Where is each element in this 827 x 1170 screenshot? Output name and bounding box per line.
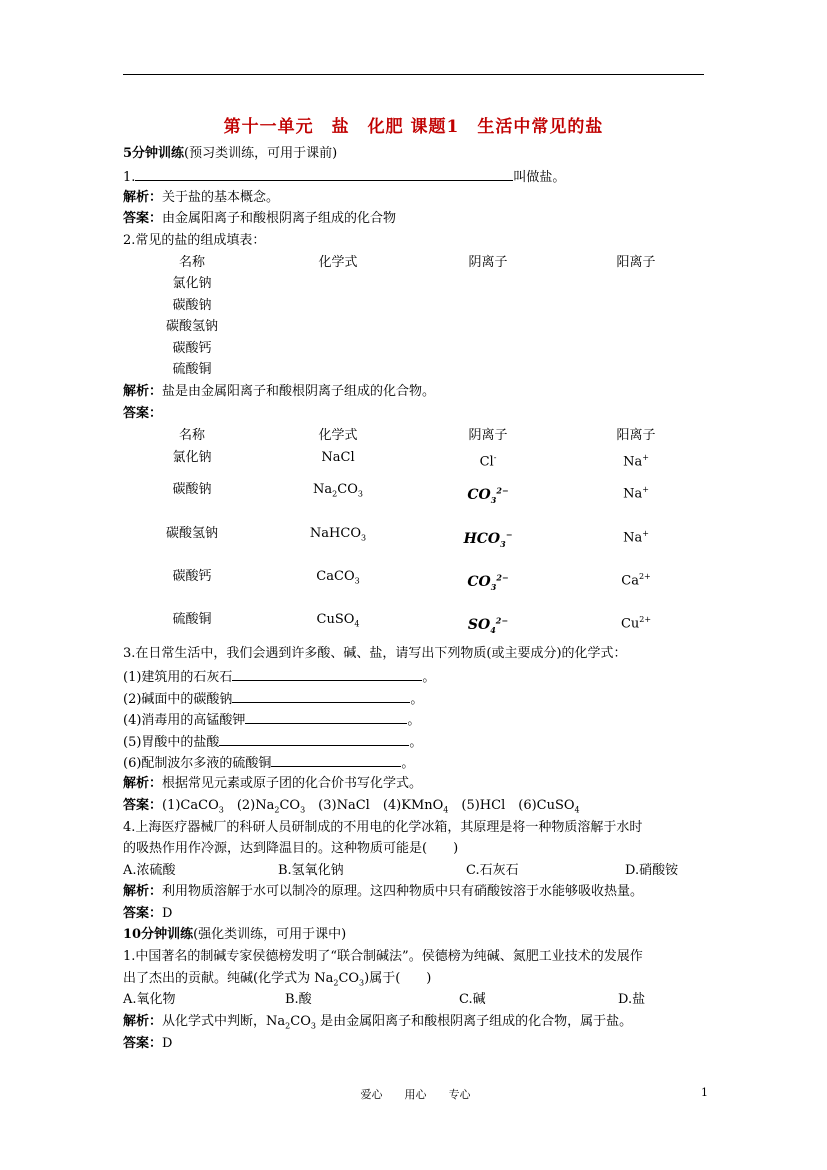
question-2: 2.常见的盐的组成填表：: [123, 233, 266, 248]
cation-cell: Na+: [623, 485, 649, 502]
analysis-line: 解析：关于盐的基本概念。: [123, 190, 280, 205]
cation-cell: Na+: [623, 529, 649, 546]
page-title: 第十一单元 盐 化肥 课题1 生活中常见的盐: [223, 117, 604, 137]
answer-blank[interactable]: [245, 710, 407, 724]
table-cell: 硫酸铜: [172, 362, 212, 377]
formula-cell: CuSO$_4$: [316, 612, 360, 629]
anion-cell: $CO_3^{2-}$: [467, 485, 509, 505]
table-cell: 碳酸氢钠: [165, 526, 218, 541]
table-header: 阳离子: [616, 255, 656, 270]
answer-blank[interactable]: [232, 667, 422, 681]
answer-line: 答案：D: [123, 906, 173, 921]
table-cell: 碳酸钠: [172, 298, 212, 313]
header-rule: [123, 74, 704, 75]
fill-item: (2)碱面中的碳酸钠 。: [123, 689, 708, 709]
formula-cell: CaCO$_3$: [316, 569, 360, 586]
formula-cell: $Na_2CO_3$: [313, 482, 363, 499]
anion-cell: $SO_4^{2-}$: [467, 615, 509, 635]
analysis-line: 解析：从化学式中判断，$Na_2CO_3$ 是由金属阳离子和酸根阴离子组成的化合物，属于盐。: [123, 1014, 633, 1031]
cation-cell: $Ca^{2+}$: [621, 572, 651, 589]
section-heading: 10分钟训练(强化类训练，可用于课中): [123, 927, 347, 942]
analysis-line: 解析：根据常见元素或原子团的化合价书写化学式。: [123, 776, 423, 791]
question-5-cont: 出了杰出的贡献。纯碱(化学式为 $Na_2CO_3$)属于( ): [123, 971, 432, 988]
table-header: 阴离子: [468, 255, 508, 270]
question-4-cont: 的吸热作用作冷源，达到降温目的。这种物质可能是( ): [123, 841, 459, 856]
fill-item: (4)消毒用的高锰酸钾 。: [123, 710, 708, 730]
option-d[interactable]: D.硝酸铵: [625, 863, 679, 878]
answer-blank[interactable]: [219, 732, 409, 746]
table-header: 名称: [178, 428, 205, 443]
question-1: 1. 叫做盐。: [123, 167, 708, 187]
table-cell: 碳酸钙: [172, 569, 212, 584]
option-b[interactable]: B.氢氧化钠: [278, 863, 344, 878]
table-header: 阴离子: [468, 428, 508, 443]
question-3: 3.在日常生活中，我们会遇到许多酸、碱、盐，请写出下列物质(或主要成分)的化学式：: [123, 646, 627, 661]
option-c[interactable]: C.碱: [459, 992, 486, 1007]
question-4: 4.上海医疗器械厂的科研人员研制成的不用电的化学冰箱，其原理是将一种物质溶解于水时: [123, 820, 643, 835]
option-a[interactable]: A.氧化物: [123, 992, 176, 1007]
answer-line: 答案：: [123, 406, 163, 421]
table-header: 阳离子: [616, 428, 656, 443]
table-cell: 氯化钠: [172, 450, 212, 465]
answer-line: 答案：由金属阳离子和酸根阴离子组成的化合物: [123, 211, 397, 226]
anion-cell: Cl-: [479, 453, 497, 470]
formula-cell: NaCl: [321, 450, 355, 465]
table-header: 化学式: [318, 255, 358, 270]
answer-line: 答案：(1)CaCO$_3$ $(2)Na_2CO_3$ (3)NaCl (4)KMnO$_4$ (5)HCl (6)CuSO$_4$: [123, 798, 580, 815]
table-cell: 碳酸钙: [172, 341, 212, 356]
answer-line: 答案：D: [123, 1036, 173, 1051]
answer-blank[interactable]: [271, 753, 401, 767]
anion-cell: $CO_3^{2-}$: [467, 572, 509, 592]
table-cell: 氯化钠: [172, 276, 212, 291]
table-cell: 碳酸钠: [172, 482, 212, 497]
fill-item: (6)配制波尔多液的硫酸铜 。: [123, 753, 708, 773]
answer-blank[interactable]: [135, 167, 513, 181]
table-cell: 碳酸氢钠: [165, 319, 218, 334]
table-header: 化学式: [318, 428, 358, 443]
fill-item: (1)建筑用的石灰石 。: [123, 667, 708, 687]
page-number: 1: [701, 1086, 708, 1099]
cation-cell: Na+: [623, 453, 649, 470]
section-heading: 5分钟训练(预习类训练，可用于课前): [123, 146, 338, 161]
formula-cell: NaHCO$_3$: [309, 526, 367, 543]
fill-item: (5)胃酸中的盐酸 。: [123, 732, 708, 752]
option-d[interactable]: D.盐: [618, 992, 646, 1007]
option-c[interactable]: C.石灰石: [466, 863, 519, 878]
option-b[interactable]: B.酸: [285, 992, 312, 1007]
option-a[interactable]: A.浓硫酸: [123, 863, 176, 878]
cation-cell: $Cu^{2+}$: [620, 615, 652, 632]
analysis-line: 解析：利用物质溶解于水可以制冷的原理。这四种物质中只有硝酸铵溶于水能够吸收热量。: [123, 884, 644, 899]
footer-motto: 爱心 用心 专心: [360, 1088, 471, 1101]
answer-blank[interactable]: [232, 689, 410, 703]
table-cell: 硫酸铜: [172, 612, 212, 627]
analysis-line: 解析：盐是由金属阳离子和酸根阴离子组成的化合物。: [123, 384, 436, 399]
table-header: 名称: [178, 255, 205, 270]
anion-cell: $HCO_3^-$: [463, 529, 513, 549]
question-5: 1.中国著名的制碱专家侯德榜发明了“联合制碱法”。侯德榜为纯碱、氮肥工业技术的发展作: [123, 949, 643, 964]
